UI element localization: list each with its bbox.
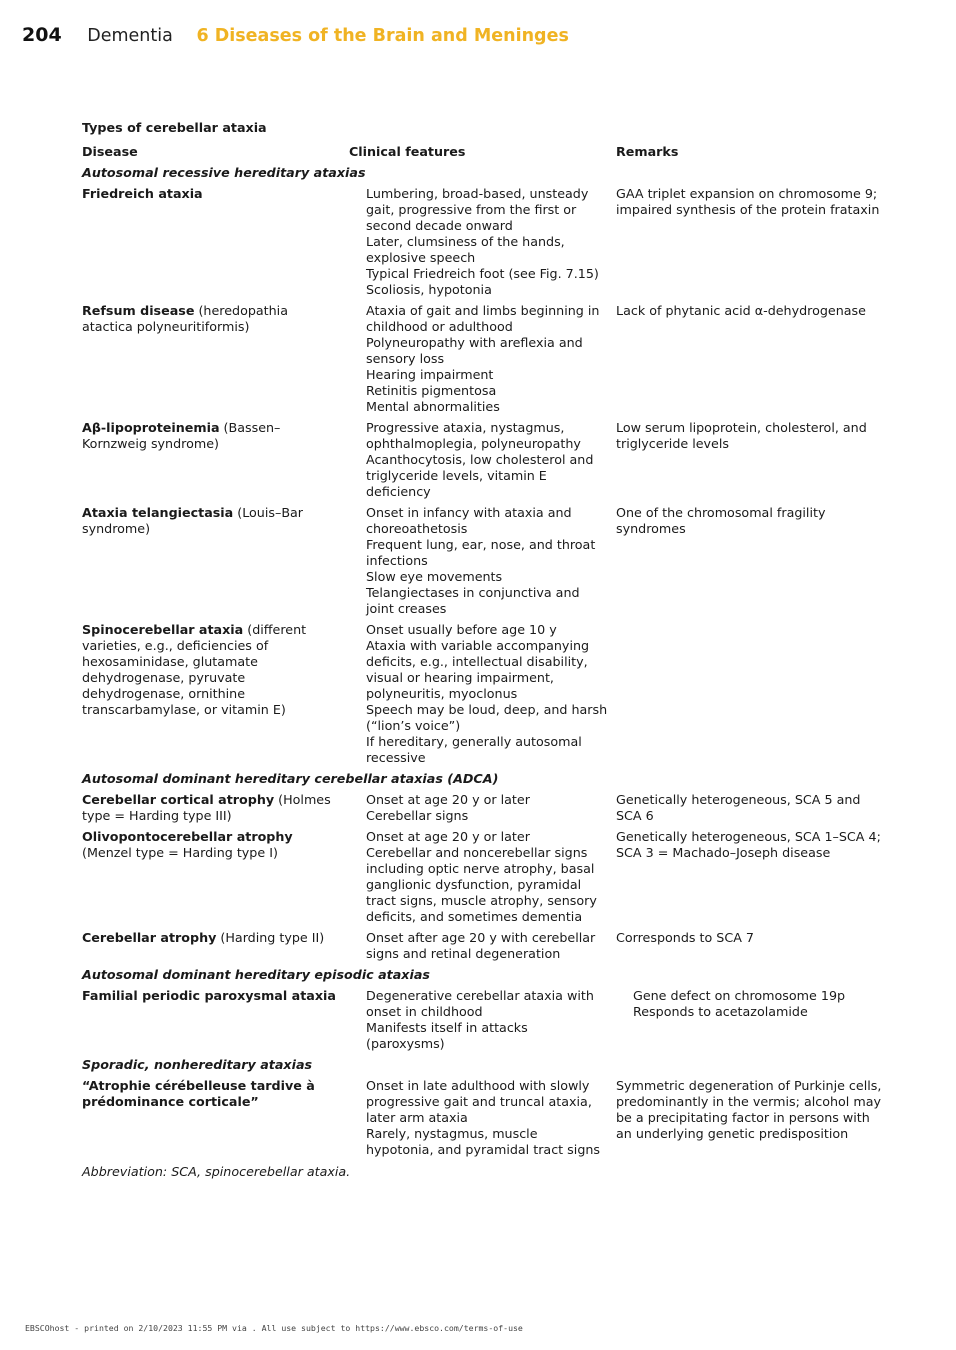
feature-line: Progressive ataxia, nystagmus, ophthalmoplegia, polyneuropathy [366,420,581,451]
remarks-cell [616,303,882,415]
clinical-features-cell [349,1078,616,1158]
column-header-disease: Disease [82,144,138,159]
feature-line: Mental abnormalities [366,399,500,414]
chapter-title: 6 Diseases of the Brain and Meninges [196,26,569,46]
disease-name: Ataxia telangiectasia [82,505,234,520]
feature-line: Onset at age 20 y or later [366,829,530,844]
disease-cell [82,420,349,500]
disease-cell [82,505,349,617]
remark-line: One of the chromosomal fragility syndromes [616,505,826,536]
remark-line: Gene defect on chromosome 19p [633,988,846,1003]
table-row [82,186,882,298]
table-row [82,1078,882,1158]
feature-line: Typical Friedreich foot (see Fig. 7.15) [366,266,599,281]
remarks-cell [616,930,882,962]
remarks-cell [616,186,882,298]
disease-name: Refsum disease [82,303,195,318]
disease-cell [82,303,349,415]
remarks-cell [616,622,882,766]
remark-line: Lack of phytanic acid α-dehydrogenase [616,303,866,318]
disease-name: Familial periodic paroxysmal ataxia [82,988,336,1003]
feature-line: Cerebellar and noncerebellar signs including optic nerve atrophy, basal ganglionic dysfunction, pyramidal tract signs, muscle atrophy, sensory deficits, and sometimes dementia [366,845,597,924]
remarks-cell [616,1078,882,1158]
clinical-features-cell [349,988,616,1052]
page-number: 204 [22,24,62,46]
group-heading: Autosomal recessive hereditary ataxias [82,165,366,180]
disease-alias: (Bassen–Kornzweig syndrome) [82,420,281,451]
feature-line: Onset at age 20 y or later [366,792,530,807]
feature-line: Polyneuropathy with areflexia and sensory loss [366,335,583,366]
remark-line: Corresponds to SCA 7 [616,930,754,945]
disease-name: Olivopontocerebellar atrophy [82,829,293,844]
feature-line: Slow eye movements [366,569,503,584]
remark-line: Genetically heterogeneous, SCA 5 and SCA 6 [616,792,861,823]
feature-line: Ataxia of gait and limbs beginning in childhood or adulthood [366,303,600,334]
feature-line: Onset in infancy with ataxia and choreoathetosis [366,505,572,536]
feature-line: Acanthocytosis, low cholesterol and triglyceride levels, vitamin E deficiency [366,452,594,499]
feature-line: Lumbering, broad-based, unsteady gait, progressive from the first or second decade onward [366,186,589,233]
remark-line: Low serum lipoprotein, cholesterol, and triglyceride levels [616,420,867,451]
feature-line: Cerebellar signs [366,808,469,823]
disease-alias: (Holmes type = Harding type III) [82,792,331,823]
feature-line: Hearing impairment [366,367,494,382]
group-heading: Autosomal dominant hereditary episodic ataxias [82,967,430,982]
remark-line: GAA triplet expansion on chromosome 9; impaired synthesis of the protein frataxin [616,186,880,217]
table-row [82,420,882,500]
table-row [82,792,882,824]
clinical-features-cell [349,420,616,500]
disease-name: “Atrophie cérébelleuse tardive à prédominance corticale” [82,1078,315,1109]
table-header-row [82,144,882,160]
clinical-features-cell [349,622,616,766]
table-row [82,829,882,925]
disease-cell [82,622,349,766]
clinical-features-cell [349,829,616,925]
running-header [22,24,569,46]
remarks-cell [616,792,882,824]
feature-line: Later, clumsiness of the hands, explosive speech [366,234,565,265]
table-row [82,622,882,766]
disease-cell [82,930,349,962]
feature-line: Onset usually before age 10 y [366,622,557,637]
table-row [82,505,882,617]
abbreviation-note: Abbreviation: SCA, spinocerebellar ataxia. [82,1164,351,1179]
clinical-features-cell [349,930,616,962]
feature-line: Degenerative cerebellar ataxia with onset in childhood [366,988,594,1019]
feature-line: Ataxia with variable accompanying deficits, e.g., intellectual disability, visual or hearing impairment, polyneuritis, myoclonus [366,638,590,701]
table-row [82,930,882,962]
feature-line: Frequent lung, ear, nose, and throat infections [366,537,596,568]
footer-note: EBSCOhost - printed on 2/10/2023 11:55 PM via . All use subject to https://www.ebsco.com/terms-of-use [25,1323,523,1333]
disease-name: Spinocerebellar ataxia [82,622,244,637]
group-heading: Sporadic, nonhereditary ataxias [82,1057,313,1072]
feature-line: Scoliosis, hypotonia [366,282,492,297]
disease-name: Friedreich ataxia [82,186,203,201]
disease-cell [82,186,349,298]
feature-line: Rarely, nystagmus, muscle hypotonia, and pyramidal tract signs [366,1126,601,1157]
clinical-features-cell [349,505,616,617]
clinical-features-cell [349,303,616,415]
disease-alias: (Harding type II) [216,930,325,945]
feature-line: Onset in late adulthood with slowly progressive gait and truncal ataxia, later arm ataxia [366,1078,592,1125]
table-row [82,303,882,415]
group-heading: Autosomal dominant hereditary cerebellar ataxias (ADCA) [82,771,499,786]
remarks-cell [616,505,882,617]
disease-cell [82,829,349,925]
remark-line: Genetically heterogeneous, SCA 1–SCA 4; SCA 3 = Machado–Joseph disease [616,829,881,860]
section-title: Dementia [87,26,173,46]
remark-line: Symmetric degeneration of Purkinje cells, predominantly in the vermis; alcohol may be a precipitating factor in persons with an underlying genetic predisposition [616,1078,882,1141]
remark-line: Responds to acetazolamide [633,1004,808,1019]
ataxia-table [82,120,882,1180]
table-row [82,988,882,1052]
feature-line: Onset after age 20 y with cerebellar signs and retinal degeneration [366,930,596,961]
disease-name: Cerebellar atrophy [82,930,217,945]
remarks-cell [616,420,882,500]
feature-line: Speech may be loud, deep, and harsh (“lion’s voice”) [366,702,608,733]
table-title: Types of cerebellar ataxia [82,120,267,135]
feature-line: Retinitis pigmentosa [366,383,497,398]
disease-name: Aβ-lipoproteinemia [82,420,220,435]
feature-line: Manifests itself in attacks (paroxysms) [366,1020,528,1051]
column-header-clinical-features: Clinical features [349,144,466,159]
disease-name: Cerebellar cortical atrophy [82,792,275,807]
remarks-cell [616,988,882,1052]
disease-cell [82,792,349,824]
disease-alias: (different varieties, e.g., deficiencies of hexosaminidase, glutamate dehydrogenase, pyruvate dehydrogenase, ornithine transcarbamylase, or vitamin E) [82,622,307,717]
feature-line: If hereditary, generally autosomal recessive [366,734,582,765]
disease-alias: (Menzel type = Harding type I) [82,845,278,860]
disease-alias: (heredopathia atactica polyneuritiformis) [82,303,288,334]
disease-cell [82,1078,349,1158]
clinical-features-cell [349,792,616,824]
clinical-features-cell [349,186,616,298]
table-body [82,165,882,1158]
feature-line: Telangiectases in conjunctiva and joint creases [366,585,580,616]
column-header-remarks: Remarks [616,144,679,159]
remarks-cell [616,829,882,925]
disease-cell [82,988,349,1052]
disease-alias: (Louis–Bar syndrome) [82,505,304,536]
